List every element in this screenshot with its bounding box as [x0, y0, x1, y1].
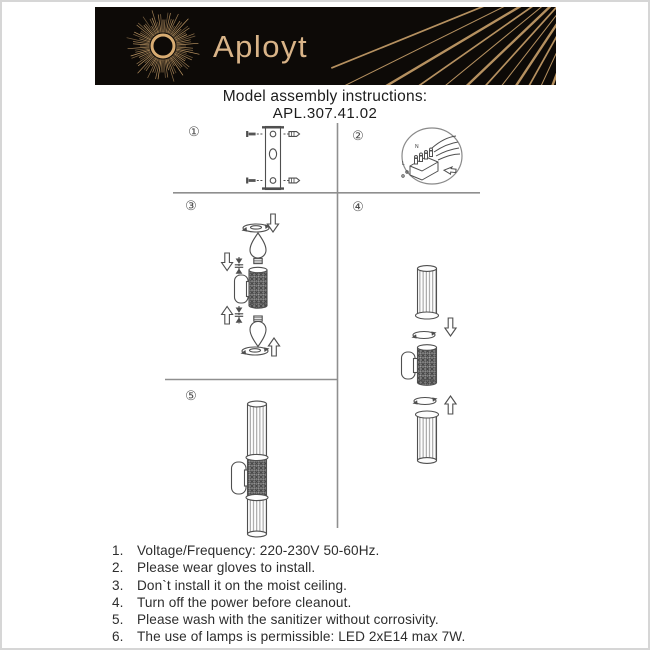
- screw-icon: [247, 131, 263, 184]
- instruction-item: [112, 560, 572, 577]
- down-arrow-icon: [222, 253, 233, 271]
- item-number: 1.: [112, 543, 124, 558]
- down-arrow-icon: [267, 214, 278, 232]
- wall-bracket-icon: [232, 462, 247, 494]
- step-label-5: ⑤: [185, 388, 197, 403]
- wiring-detail-diagram: [402, 128, 462, 184]
- item-text: Don`t install it on the moist ceiling.: [137, 577, 348, 593]
- ribbed-tube-icon: [416, 266, 439, 319]
- wall-anchor-icon: [284, 132, 300, 183]
- down-arrow-icon: [445, 318, 456, 336]
- item-text: Please wear gloves to install.: [137, 560, 316, 576]
- fastener-arrows-icon: [235, 306, 243, 324]
- item-number: 6.: [112, 629, 124, 645]
- rotate-ring-icon: [242, 224, 271, 232]
- mounting-bracket-diagram: [247, 127, 299, 190]
- step-label-3: ③: [185, 198, 197, 213]
- brand-name: Aployt: [213, 29, 309, 64]
- rotate-ring-icon: [412, 332, 437, 339]
- item-number: 4.: [112, 594, 124, 610]
- candle-bulb-icon: [250, 233, 266, 264]
- item-text: Please wash with the sanitizer without corrosivity.: [137, 612, 439, 628]
- up-arrow-icon: [268, 338, 279, 356]
- page-title: Model assembly instructions:: [222, 88, 428, 105]
- step-label-2: ②: [352, 128, 364, 143]
- item-text: The use of lamps is permissible: LED 2xE14 max 7W.: [137, 629, 466, 645]
- bulb-assembly-diagram: [222, 214, 280, 356]
- item-text: Turn off the power before cleanout.: [137, 594, 352, 610]
- step-label-1: ①: [188, 124, 200, 139]
- step-label-4: ④: [352, 199, 364, 214]
- rotate-ring-icon: [413, 398, 438, 405]
- candle-bulb-icon: [250, 316, 266, 347]
- instruction-list: [112, 543, 572, 647]
- item-number: 3.: [112, 577, 124, 593]
- body-assembly-diagram: [402, 266, 457, 464]
- wire-label-n: N: [415, 144, 419, 150]
- item-number: 2.: [112, 560, 124, 576]
- instruction-item: [112, 629, 572, 646]
- instruction-item: [112, 595, 572, 612]
- instruction-item: [112, 578, 572, 595]
- lamp-body: [246, 401, 268, 537]
- item-text: Voltage/Frequency: 220-230V 50-60Hz.: [137, 543, 380, 558]
- mesh-shade-icon: [249, 267, 267, 308]
- item-number: 5.: [112, 612, 124, 628]
- ribbed-tube-icon: [416, 411, 439, 463]
- rotate-ring-icon: [241, 347, 270, 355]
- model-number: APL.307.41.02: [272, 105, 378, 122]
- mesh-shade-icon: [418, 345, 437, 386]
- up-arrow-icon: [222, 307, 233, 325]
- instruction-item: [112, 543, 572, 560]
- assembled-lamp-diagram: [232, 401, 269, 537]
- instruction-item: [112, 612, 572, 629]
- wire-label-l: L: [402, 161, 405, 167]
- up-arrow-icon: [445, 396, 456, 414]
- fastener-arrows-icon: [235, 257, 243, 275]
